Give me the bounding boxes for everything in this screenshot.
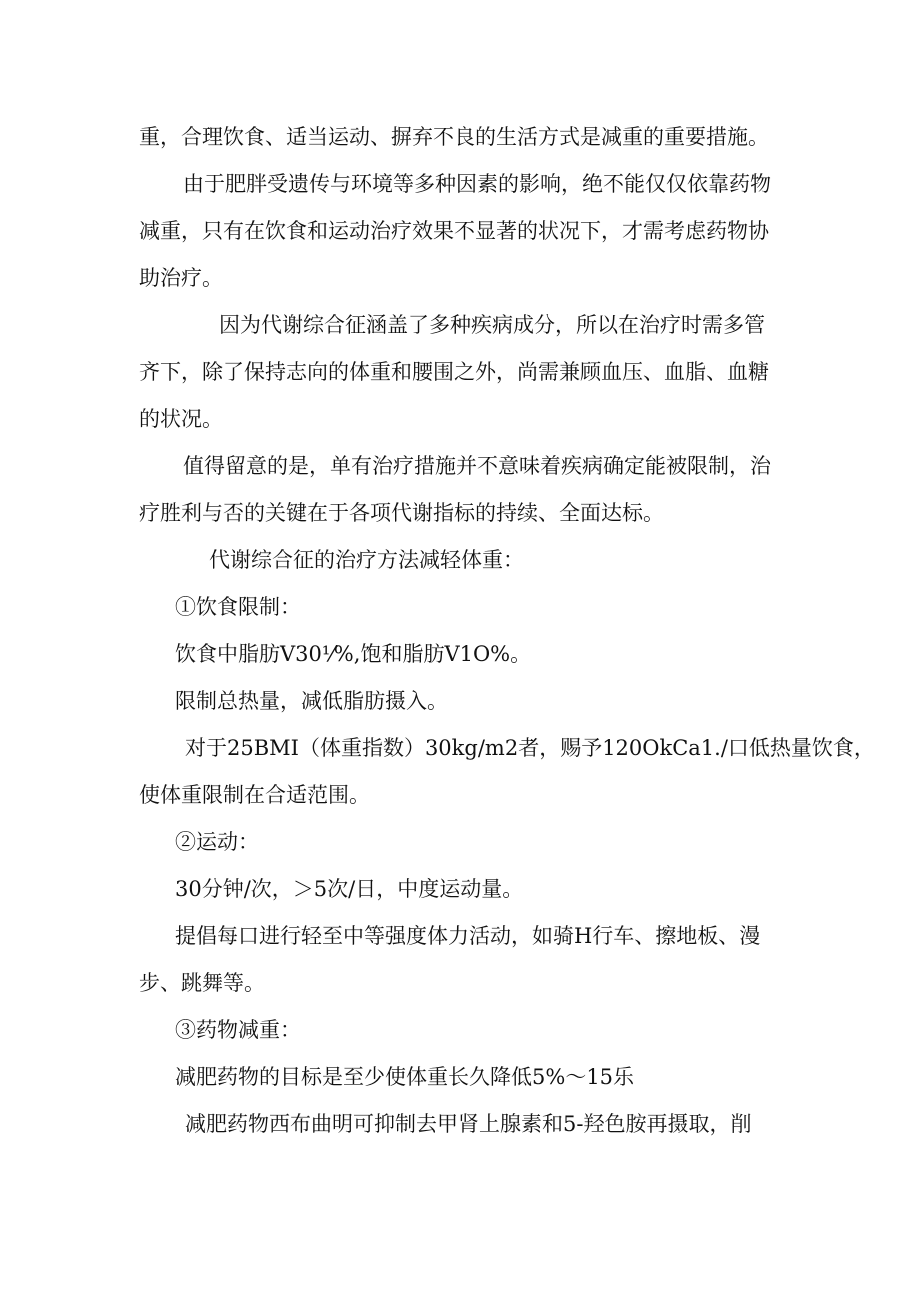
paragraph-line-13: 限制总热量，减低脂肪摄入。	[175, 689, 448, 713]
paragraph-line-8: 值得留意的是，单有治疗措施并不意味着疾病确定能被限制，治	[183, 454, 771, 478]
document-body	[139, 114, 875, 1148]
subheading-medication: ③药物减重：	[175, 1018, 301, 1042]
paragraph-line-17: 30分钟/次，＞5次/日，中度运动量。	[175, 877, 524, 901]
paragraph-line-19: 步、跳舞等。	[139, 971, 265, 995]
paragraph-line-15: 使体重限制在合适范围。	[139, 783, 370, 807]
paragraph-line-7: 的状况。	[139, 407, 223, 431]
paragraph-line-5: 因为代谢综合征涵盖了多种疾病成分，所以在治疗时需多管	[219, 313, 765, 337]
paragraph-line-18: 提倡每口进行轻至中等强度体力活动，如骑H行车、擦地板、漫	[175, 924, 761, 948]
paragraph-line-4: 助治疗。	[139, 266, 223, 290]
paragraph-line-14: 对于25BMI（体重指数）30kg/m2者，赐予120OkCa1./口低热量饮食，	[185, 736, 875, 760]
paragraph-line-6: 齐下，除了保持志向的体重和腰围之外，尚需兼顾血压、血脂、血糖	[139, 360, 769, 384]
subheading-exercise: ②运动：	[175, 830, 259, 854]
paragraph-line-22: 减肥药物西布曲明可抑制去甲肾上腺素和5-羟色胺再摄取，削	[185, 1112, 752, 1136]
paragraph-line-9: 疗胜利与否的关键在于各项代谢指标的持续、全面达标。	[139, 501, 664, 525]
paragraph-line-3: 减重，只有在饮食和运动治疗效果不显著的状况下，才需考虑药物协	[139, 219, 769, 243]
paragraph-line-21: 减肥药物的目标是至少使体重长久降低5%～15乐	[175, 1065, 635, 1089]
paragraph-line-1: 重，合理饮食、适当运动、摒弃不良的生活方式是减重的重要措施。	[139, 125, 769, 149]
paragraph-line-2: 由于肥胖受遗传与环境等多种因素的影响，绝不能仅仅依靠药物	[183, 172, 771, 196]
paragraph-line-12: 饮食中脂肪V30⅟%,饱和脂肪V1O%。	[175, 642, 532, 666]
subheading-diet: ①饮食限制：	[175, 595, 301, 619]
section-heading: 代谢综合征的治疗方法减轻体重：	[209, 548, 524, 572]
